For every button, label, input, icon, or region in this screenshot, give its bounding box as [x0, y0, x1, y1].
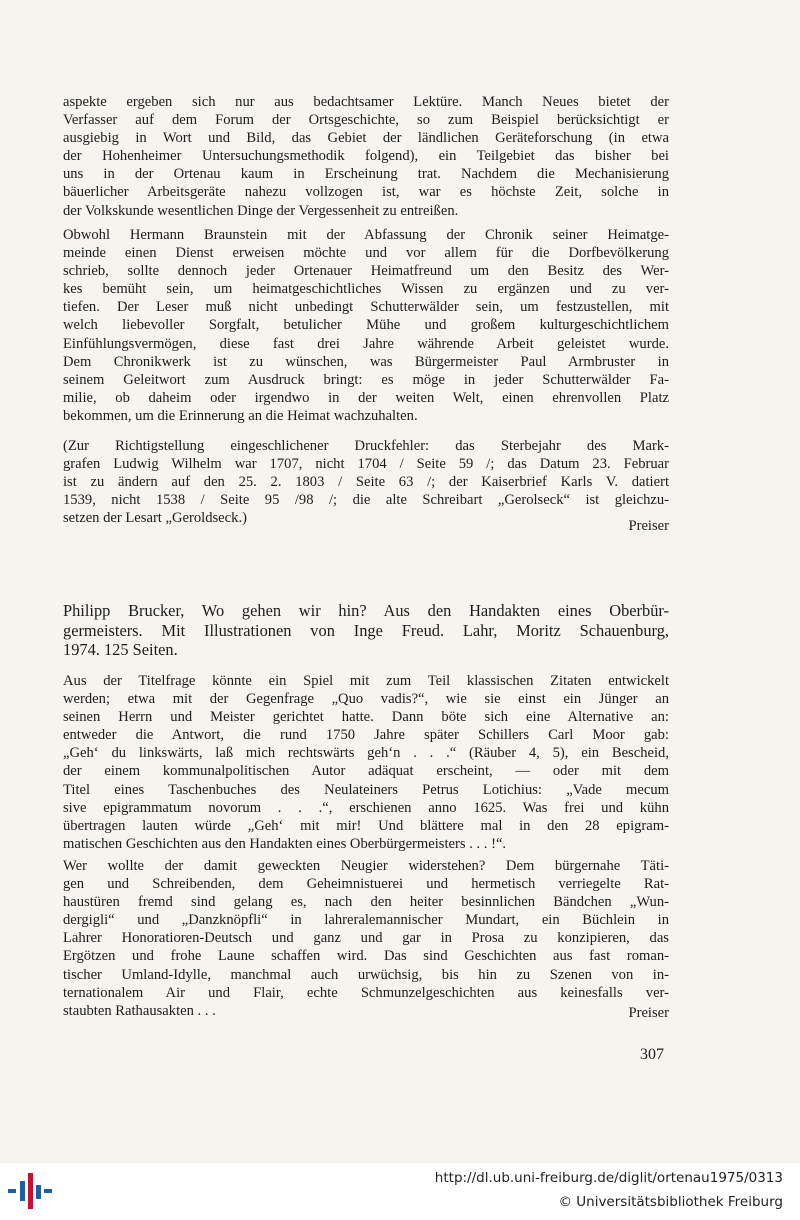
text-line: sive epigrammatum novorum . . .“, erschienen anno 1625. Was frei und kühn: [63, 799, 669, 816]
text-line: welch liebevoller Sorgfalt, betulicher Mühe und großem kulturgeschichtlichem: [63, 317, 669, 334]
text-line: matischen Geschichten aus den Handakten eines Oberbürgermeisters . . . !“.: [63, 835, 507, 852]
review-paragraph-2: [63, 857, 669, 1020]
text-line: gen und Schreibenden, dem Geheimnistuerei und hermetisch verriegelte Rat-: [63, 876, 669, 893]
text-line: meinde einen Dienst erweisen möchte und vor allem für die Dorfbevölkerung: [63, 245, 669, 262]
text-line: uns in der Ortenau kaum in Erscheinung trat. Nachdem die Mechanisierung: [63, 166, 669, 183]
copyright-text: © Universitätsbibliothek Freiburg: [558, 1194, 783, 1210]
source-url-link[interactable]: http://dl.ub.uni-freiburg.de/diglit/ortenau1975/0313: [434, 1170, 783, 1186]
text-line: setzen der Lesart „Geroldseck.): [63, 510, 247, 527]
text-line: tischer Umland-Idylle, manchmal auch urwüchsig, bis hin zu Szenen von in-: [63, 966, 669, 983]
review-heading-text: [63, 601, 669, 660]
text-line: schrieb, sollte dennoch jeder Ortenauer Heimatfreund um den Besitz des Wer-: [63, 263, 669, 280]
text-line: kes bemüht sein, um heimatgeschichtliches Wissen zu ergänzen und zu ver-: [63, 281, 669, 298]
text-line: ausgiebig in Wort und Bild, das Gebiet der ländlichen Geräteforschung (in etwa: [63, 130, 669, 147]
text-line: seinen Herrn und Meister gerichtet hatte. Dann böte sich eine Alternative an:: [63, 709, 669, 726]
text-line: übertragen lauten würde „Geh‘ mit mir! Und blättere mal in den 28 epigram-: [63, 817, 669, 834]
signature: Preiser: [628, 518, 669, 534]
text-line: entweder die Antwort, die rund 1750 Jahre später Schillers Carl Moor gab:: [63, 727, 669, 744]
text-line: der einem kommunalpolitischen Autor adäquat erscheint, — oder mit dem: [63, 763, 669, 780]
paragraph-text: [63, 672, 669, 853]
text-line: „Geh‘ du linkswärts, laß mich rechtswärts geh‘n . . .“ (Räuber 4, 5), ein Bescheid,: [63, 745, 669, 762]
footer-bar: [0, 1163, 800, 1220]
signature: Preiser: [628, 1005, 669, 1021]
heading-line: 1974. 125 Seiten.: [63, 640, 178, 659]
text-line: (Zur Richtigstellung eingeschlichener Druckfehler: das Sterbejahr des Mark-: [63, 438, 669, 454]
text-line: ist zu ändern auf den 25. 2. 1803 / Seite 63 /; der Kaiserbrief Karls V. datiert: [63, 474, 669, 491]
text-line: der Hohenheimer Untersuchungsmethodik folgend), ein Teilgebiet das bisher bei: [63, 148, 669, 165]
paragraph-1: [63, 93, 669, 220]
paragraph-text: [63, 857, 669, 1020]
text-line: Titel eines Taschenbuches des Neulateiners Petrus Lotichius: „Vade mecum: [63, 781, 669, 798]
page-number: 307: [640, 1046, 664, 1063]
text-line: seinem Geleitwort zum Ausdruck bringt: es möge in jeder Schutterwälder Fa-: [63, 371, 669, 388]
paragraph-erratum: [63, 437, 669, 527]
text-line: staubten Rathausakten . . .: [63, 1002, 216, 1019]
review-paragraph-1: [63, 672, 669, 853]
paragraph-text: [63, 93, 669, 220]
text-line: Einfühlungsvermögen, diese fast drei Jahre währende Arbeit geleistet wurde.: [63, 335, 669, 352]
text-line: bekommen, um die Erinnerung an die Heimat wachzuhalten.: [63, 407, 418, 424]
text-line: werden; etwa mit der Gegenfrage „Quo vadis?“, wie sie einst ein Jünger an: [63, 691, 669, 708]
text-line: dergigli“ und „Danzknöpfli“ in lahreralemannischer Mundart, ein Büchlein in: [63, 912, 669, 929]
text-line: ternationalem Air und Flair, echte Schmunzelgeschichten aus keinesfalls ver-: [63, 984, 669, 1001]
text-line: milie, ob daheim oder irgendwo in der weiten Welt, einen ehrenvollen Platz: [63, 389, 669, 406]
heading-line: Philipp Brucker, Wo gehen wir hin? Aus den Handakten eines Oberbür-: [63, 601, 669, 620]
paragraph-2: [63, 226, 669, 425]
paragraph-text: [63, 437, 669, 527]
paragraph-text: [63, 226, 669, 425]
text-line: Verfasser auf dem Forum der Ortsgeschichte, so zum Beispiel berücksichtigt er: [63, 112, 669, 129]
text-line: Wer wollte der damit geweckten Neugier widerstehen? Dem bürgernahe Täti-: [63, 858, 669, 874]
review-heading: [63, 601, 669, 660]
text-line: Obwohl Hermann Braunstein mit der Abfassung der Chronik seiner Heimatge-: [63, 227, 669, 243]
text-line: tiefen. Der Leser muß nicht unbedingt Schutterwälder sein, um festzustellen, mit: [63, 299, 669, 316]
text-line: bäuerlicher Arbeitsgeräte nahezu vollzogen ist, war es höchste Zeit, solche in: [63, 184, 669, 201]
text-line: 1539, nicht 1538 / Seite 95 /98 /; die alte Schreibart „Gerolseck“ ist gleichzu-: [63, 492, 669, 509]
text-line: Ergötzen und frohe Laune schaffen wird. Das sind Geschichten aus fast roman-: [63, 948, 669, 965]
heading-line: germeisters. Mit Illustrationen von Inge Freud. Lahr, Moritz Schauenburg,: [63, 620, 669, 640]
text-line: haustüren fremd sind gelang es, nach den heiter besinnlichen Bändchen „Wun-: [63, 894, 669, 911]
text-line: grafen Ludwig Wilhelm war 1707, nicht 1704 / Seite 59 /; das Datum 23. Februar: [63, 456, 669, 473]
text-line: der Volkskunde wesentlichen Dinge der Vergessenheit zu entreißen.: [63, 202, 459, 219]
text-line: Lahrer Honoratioren-Deutsch und ganz und gar in Prosa zu konzipieren, das: [63, 930, 669, 947]
text-line: aspekte ergeben sich nur aus bedachtsamer Lektüre. Manch Neues bietet der: [63, 94, 669, 110]
text-line: Dem Chronikwerk ist zu wünschen, was Bürgermeister Paul Armbruster in: [63, 353, 669, 370]
text-line: Aus der Titelfrage könnte ein Spiel mit zum Teil klassischen Zitaten entwickelt: [63, 673, 669, 689]
university-library-logo-icon: [8, 1171, 52, 1211]
